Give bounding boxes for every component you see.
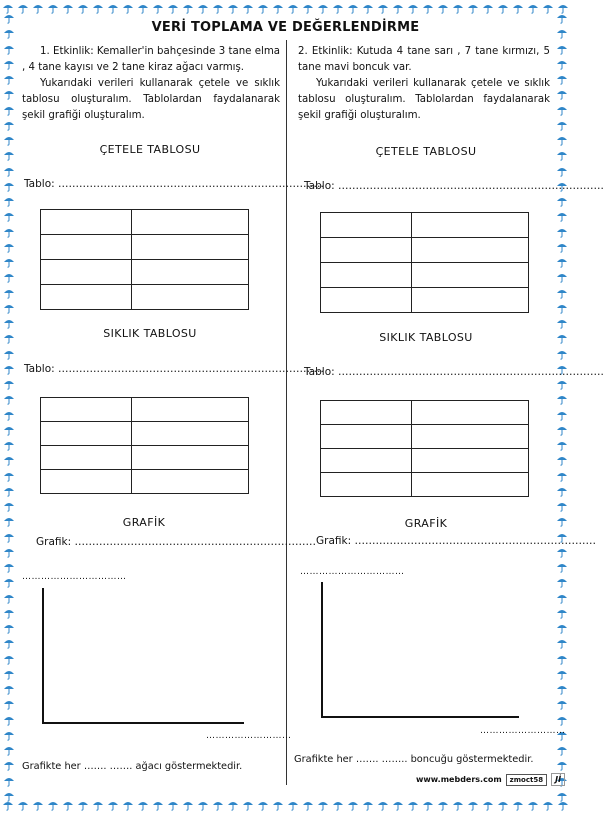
right-siklik-heading: SIKLIK TABLOSU [379,331,473,344]
umbrella-icon [3,165,15,177]
umbrella-icon [197,2,209,16]
right-bottom-sentence: Grafikte her ……. …….. boncuğu göstermektedir. [294,754,534,765]
umbrella-icon [527,799,539,813]
umbrella-icon [3,607,15,619]
umbrella-icon [556,271,568,283]
umbrella-icon [556,592,568,604]
umbrella-icon [512,2,524,16]
umbrella-icon [3,134,15,146]
umbrella-icon [3,454,15,466]
umbrella-icon [3,515,15,527]
umbrella-icon [497,799,509,813]
umbrella-icon [3,149,15,161]
umbrella-icon [556,576,568,588]
umbrella-icon [3,683,15,695]
umbrella-icon [242,2,254,16]
umbrella-icon [152,799,164,813]
umbrella-icon [3,470,15,482]
umbrella-icon [3,363,15,375]
left-siklik-table[interactable] [40,397,249,494]
umbrella-icon [377,799,389,813]
left-graph-y-axis [42,588,44,724]
umbrella-icon [347,2,359,16]
umbrella-icon [287,2,299,16]
umbrella-icon [32,2,44,16]
umbrella-icon [467,2,479,16]
umbrella-icon [556,744,568,756]
umbrella-icon [242,799,254,813]
umbrella-icon [437,799,449,813]
umbrella-icon [3,271,15,283]
umbrella-icon [47,799,59,813]
umbrella-icon [3,546,15,558]
umbrella-icon [3,210,15,222]
right-activity-text [298,44,550,124]
umbrella-icon [272,799,284,813]
umbrella-icon [556,637,568,649]
umbrella-icon [3,500,15,512]
umbrella-icon [556,759,568,771]
left-grafik-heading: GRAFİK [122,516,166,529]
umbrella-icon [317,2,329,16]
left-bottom-sentence: Grafikte her ……. ……. ağacı göstermektedir. [22,761,243,772]
umbrella-icon [32,799,44,813]
umbrella-icon [272,2,284,16]
umbrella-icon [556,607,568,619]
umbrella-icon [3,576,15,588]
umbrella-icon [287,799,299,813]
umbrella-icon [3,409,15,421]
right-cetele-tablo-line: Tablo: …………………………………………………………………. [304,180,604,192]
footer-badge: zmoct58 [506,774,547,786]
umbrella-icon [62,2,74,16]
umbrella-icon [556,668,568,680]
umbrella-icon [467,799,479,813]
umbrella-icon [556,241,568,253]
umbrella-icon [3,698,15,710]
umbrella-icon [3,622,15,634]
umbrella-icon [556,790,568,802]
left-activity-instructions: Yukarıdaki verileri kullanarak çetele ve sıklık tablosu oluşturalım. Tablolardan faydalanarak şekil grafiği oluşturalım. [22,78,280,121]
umbrella-icon [542,2,554,16]
umbrella-icon [3,58,15,70]
umbrella-icon [512,799,524,813]
umbrella-icon [3,119,15,131]
umbrella-icon [3,714,15,726]
umbrella-icon [197,799,209,813]
right-siklik-tablo-line: Tablo: …………………………………………………………………. [304,366,604,378]
umbrella-icon [3,790,15,802]
umbrella-icon [407,2,419,16]
umbrella-icon [482,2,494,16]
umbrella-icon [347,799,359,813]
page-title: VERİ TOPLAMA VE DEĞERLENDİRME [151,20,420,35]
umbrella-icon [77,799,89,813]
umbrella-icon [332,799,344,813]
umbrella-icon [107,2,119,16]
umbrella-border-left [2,12,16,802]
umbrella-icon [3,485,15,497]
umbrella-icon [556,104,568,116]
umbrella-icon [77,2,89,16]
umbrella-icon [3,561,15,573]
right-cetele-table[interactable] [320,212,529,313]
umbrella-icon [302,2,314,16]
right-graph-bottom-dots: ……………………… [480,726,566,736]
umbrella-icon [452,2,464,16]
umbrella-icon [422,2,434,16]
umbrella-icon [167,799,179,813]
umbrella-icon [556,302,568,314]
left-siklik-heading: SIKLIK TABLOSU [103,327,197,340]
umbrella-icon [17,2,29,16]
umbrella-icon [556,73,568,85]
umbrella-icon [317,799,329,813]
left-graph-top-dots: …………………………… [22,572,127,582]
umbrella-icon [556,43,568,55]
umbrella-icon [556,393,568,405]
right-grafik-label: Grafik: …………………………………………………………… [316,535,596,547]
umbrella-icon [227,2,239,16]
umbrella-icon [497,2,509,16]
umbrella-icon [556,88,568,100]
umbrella-icon [227,799,239,813]
umbrella-icon [3,302,15,314]
umbrella-icon [556,424,568,436]
umbrella-icon [3,180,15,192]
right-activity-prompt: 2. Etkinlik: Kutuda 4 tane sarı , 7 tane kırmızı, 5 tane mavi boncuk var. [298,46,550,73]
umbrella-border-top [0,2,571,16]
umbrella-icon [3,195,15,207]
umbrella-icon [3,531,15,543]
umbrella-icon [92,2,104,16]
umbrella-icon [152,2,164,16]
umbrella-icon [182,799,194,813]
umbrella-icon [556,622,568,634]
umbrella-icon [3,226,15,238]
left-graph-bottom-dots: ……………………… [206,731,292,741]
umbrella-icon [3,439,15,451]
umbrella-icon [556,256,568,268]
umbrella-icon [556,210,568,222]
umbrella-icon [556,698,568,710]
umbrella-icon [556,470,568,482]
right-grafik-heading: GRAFİK [404,517,448,530]
umbrella-icon [556,714,568,726]
umbrella-icon [542,799,554,813]
umbrella-icon [92,799,104,813]
umbrella-icon [3,348,15,360]
umbrella-icon [556,500,568,512]
umbrella-icon [556,287,568,299]
umbrella-icon [556,348,568,360]
umbrella-icon [556,317,568,329]
umbrella-icon [556,165,568,177]
umbrella-icon [362,2,374,16]
umbrella-icon [3,759,15,771]
umbrella-icon [167,2,179,16]
umbrella-icon [556,439,568,451]
umbrella-icon [482,799,494,813]
umbrella-icon [527,2,539,16]
umbrella-icon [556,454,568,466]
umbrella-icon [556,332,568,344]
umbrella-icon [17,799,29,813]
umbrella-icon [556,515,568,527]
umbrella-icon [3,378,15,390]
umbrella-icon [3,775,15,787]
left-siklik-tablo-line: Tablo: …………………………………………………………………. [24,363,324,375]
right-graph-y-axis [321,582,323,718]
umbrella-icon [556,195,568,207]
left-grafik-label: Grafik: …………………………………………………………… [36,536,316,548]
umbrella-icon [122,799,134,813]
umbrella-icon [212,799,224,813]
left-activity-text [22,44,280,124]
umbrella-icon [556,653,568,665]
umbrella-icon [3,637,15,649]
right-cetele-heading: ÇETELE TABLOSU [375,145,477,158]
umbrella-icon [556,226,568,238]
umbrella-icon [3,287,15,299]
umbrella-icon [452,799,464,813]
umbrella-icon [3,393,15,405]
umbrella-icon [377,2,389,16]
right-activity-instructions: Yukarıdaki verileri kullanarak çetele ve sıklık tablosu oluşturalım. Tablolardan faydalanarak şekil grafiği oluşturalım. [298,78,550,121]
left-graph-x-axis [42,722,244,724]
umbrella-icon [362,799,374,813]
umbrella-icon [556,409,568,421]
umbrella-icon [3,256,15,268]
umbrella-icon [556,378,568,390]
umbrella-icon [3,332,15,344]
umbrella-icon [212,2,224,16]
umbrella-icon [3,43,15,55]
umbrella-icon [437,2,449,16]
umbrella-icon [257,2,269,16]
umbrella-icon [3,592,15,604]
umbrella-icon [392,2,404,16]
umbrella-icon [556,119,568,131]
left-activity-prompt: 1. Etkinlik: Kemaller'in bahçesinde 3 tane elma , 4 tane kayısı ve 2 tane kiraz ağacı varmış. [22,46,280,73]
umbrella-icon [332,2,344,16]
umbrella-icon [3,88,15,100]
umbrella-icon [47,2,59,16]
umbrella-icon [556,546,568,558]
umbrella-icon [556,561,568,573]
right-siklik-table[interactable] [320,400,529,497]
umbrella-icon [107,799,119,813]
umbrella-icon [3,729,15,741]
umbrella-icon [422,799,434,813]
umbrella-icon [392,799,404,813]
right-graph-x-axis [321,716,519,718]
footer [416,773,565,786]
umbrella-icon [3,424,15,436]
umbrella-border-right [555,12,569,802]
footer-site: www.mebders.com [416,775,502,784]
umbrella-icon [3,73,15,85]
left-cetele-heading: ÇETELE TABLOSU [99,143,201,156]
umbrella-icon [3,744,15,756]
left-cetele-tablo-line: Tablo: …………………………………………………………………. [24,178,324,190]
umbrella-icon [556,58,568,70]
umbrella-icon [556,149,568,161]
umbrella-icon [137,2,149,16]
umbrella-icon [556,134,568,146]
umbrella-icon [3,317,15,329]
umbrella-icon [3,241,15,253]
umbrella-border-bottom [0,799,571,813]
umbrella-icon [122,2,134,16]
right-graph-top-dots: …………………………… [300,567,405,577]
umbrella-icon [302,799,314,813]
umbrella-icon [556,485,568,497]
umbrella-icon [62,799,74,813]
footer-signature: Jİ [551,773,565,786]
left-cetele-table[interactable] [40,209,249,310]
umbrella-icon [556,683,568,695]
umbrella-icon [137,799,149,813]
umbrella-icon [407,799,419,813]
umbrella-icon [257,799,269,813]
column-divider [286,40,287,785]
umbrella-icon [182,2,194,16]
umbrella-icon [3,104,15,116]
umbrella-icon [3,668,15,680]
umbrella-icon [3,653,15,665]
